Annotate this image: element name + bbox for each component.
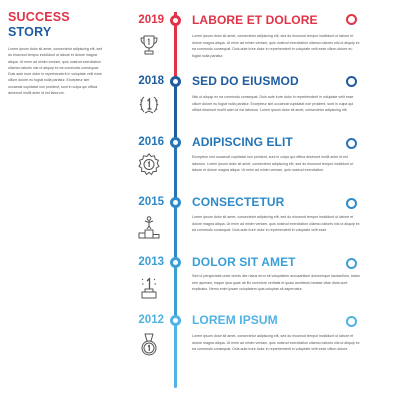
milestone-body: Sed ut perspiciatis unde omnis iste natus error sit voluptatem accusantium doloremque laudantium, totam rem aperiam, eaque ipsa quae ab illo inventore veritatis et quasi architecto beatae vitae dicta sunt explicabo. Nemo enim ipsam voluptatem quia voluptas sit aspernatur.	[192, 274, 360, 292]
intro-text: Lorem ipsum dolor sit amet, consectetur adipiscing elit, sed do eiusmod tempor incididunt ut labore et dolore magna aliqua. Ut enim ad minim veniam, quis nostrud exercitation ullamco laboris nisi ut aliquip ex ea commodo consequat. Duis aute irure dolor in reprehenderit in voluptate velit esse cillum dolore eu fugiat nulla pariatur. Excepteur sint occaecat cupidatat non proident, sunt in culpa qui officia deserunt mollit anim id est laborum.	[8, 47, 103, 96]
milestone-heading: LABORE ET DOLORE	[192, 13, 318, 27]
timeline-node	[170, 15, 181, 26]
medal-icon	[136, 332, 162, 358]
milestone-marker	[346, 138, 357, 149]
timeline-segment-5	[174, 260, 177, 318]
milestone-heading: SED DO EIUSMOD	[192, 74, 299, 88]
year-label: 2019	[138, 14, 164, 26]
milestone-heading: DOLOR SIT AMET	[192, 255, 296, 269]
title-line-1: SUCCESS	[8, 10, 70, 24]
milestone-heading: ADIPISCING ELIT	[192, 135, 293, 149]
milestone-marker	[346, 76, 357, 87]
milestone-body: Lorem ipsum dolor sit amet, consectetur adipiscing elit, sed do eiusmod tempor incididunt ut labore et dolore magna aliqua. Ut enim ad minim veniam, quis nostrud exercitation ullamco laboris nisi ut aliquip ex ea commodo consequat. Duis aute irure dolor in reprehenderit in voluptate velit esse cillum dolore eu fugiat nulla pariatur.	[192, 34, 360, 58]
milestone-body: Excepteur sint occaecat cupidatat non proident, sunt in culpa qui officia deserunt mollit anim id est laborum. Lorem ipsum dolor sit amet, consectetur adipiscing elit, sed do eiusmod tempor incididunt ut labore et dolore magna aliqua. Ut enim ad minim veniam, quis nostrud exercitation.	[192, 155, 354, 173]
milestone-heading: CONSECTETUR	[192, 195, 285, 209]
timeline-node	[170, 197, 181, 208]
podium-icon	[136, 215, 162, 241]
timeline-node	[170, 315, 181, 326]
timeline-segment-6	[174, 318, 177, 388]
milestone-marker	[346, 14, 357, 25]
medal-badge-icon	[136, 152, 162, 178]
first-place-pedestal-icon	[136, 275, 162, 301]
milestone-marker	[346, 316, 357, 327]
title-line-2: STORY	[8, 25, 52, 39]
year-label: 2016	[138, 136, 164, 148]
year-label: 2018	[138, 75, 164, 87]
milestone-body: Lorem ipsum dolor sit amet, consectetur adipiscing elit, sed do eiusmod tempor incididunt ut labore et dolore magna aliqua. Ut enim ad minim veniam, quis nostrud exercitation ullamco laboris nisi ut aliquip ex ea commodo consequat. Duis aute irure dolor in reprehenderit in voluptate velit esse.	[192, 215, 360, 233]
milestone-body: Lorem ipsum dolor sit amet, consectetur adipiscing elit, sed do eiusmod tempor incididunt ut labore et dolore magna aliqua. Ut enim ad minim veniam, quis nostrud exercitation ullamco laboris nisi ut aliquip ex ea commodo consequat. Duis aute irure dolor in reprehenderit in voluptate velit esse cillum dolore.	[192, 334, 360, 352]
year-label: 2015	[138, 196, 164, 208]
milestone-marker	[346, 258, 357, 269]
page-title	[8, 10, 70, 40]
timeline-node	[170, 76, 181, 87]
trophy-icon	[136, 32, 162, 58]
timeline-node	[170, 137, 181, 148]
year-label: 2013	[138, 256, 164, 268]
year-label: 2012	[138, 314, 164, 326]
timeline-segment-4	[174, 200, 177, 260]
timeline-segment-3	[174, 140, 177, 200]
timeline-node	[170, 257, 181, 268]
laurel-first-place-icon	[136, 92, 162, 118]
timeline-segment-2	[174, 78, 177, 140]
milestone-marker	[346, 198, 357, 209]
milestone-heading: LOREM IPSUM	[192, 313, 278, 327]
milestone-body: Nisi ut aliquip ex ea commodo consequat. Duis aute irure dolor in reprehenderit in voluptate velit esse cillum dolore eu fugiat nulla pariatur. Excepteur sint occaecat cupidatat non proident, sunt in culpa qui officia deserunt mollit anim id est laborum. Lorem ipsum dolor sit amet, consectetur adipiscing elit.	[192, 95, 354, 113]
